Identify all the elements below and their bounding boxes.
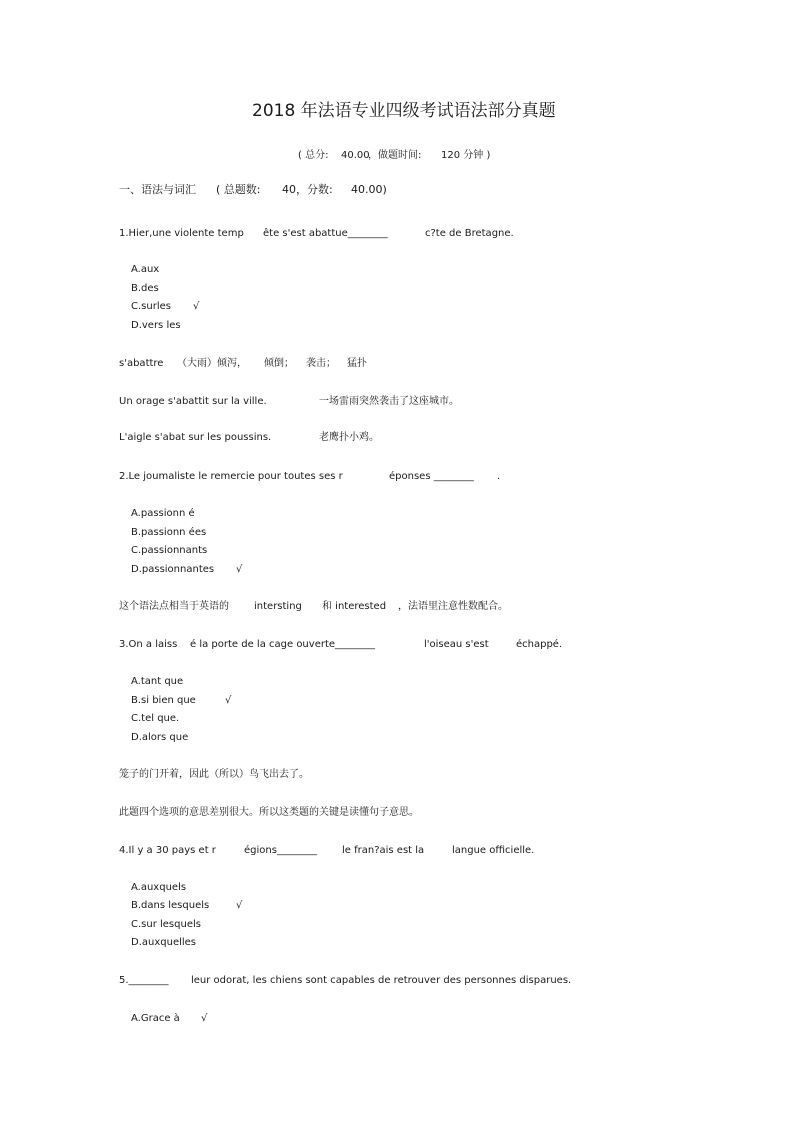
q2-answer-check: √ <box>236 564 243 575</box>
q3-note-2: 此题四个选项的意思差别很大。所以这类题的关键是读懂句子意思。 <box>119 807 419 818</box>
q2-note-a: 这个语法点相当于英语的 <box>119 601 229 612</box>
q2-note-b: intersting <box>254 601 302 612</box>
subtitle-total: 40.00 <box>341 150 370 161</box>
q1-option-c: C.surles <box>131 301 171 312</box>
q4-option-b: B.dans lesquels <box>131 900 210 911</box>
q1-answer-check: √ <box>193 301 200 312</box>
q2-option-c: C.passionnants <box>131 545 208 556</box>
section-score: 40.00) <box>351 183 387 196</box>
q1-stem-b: ête s'est abattue________ <box>263 228 388 239</box>
q3-stem-d: échappé. <box>516 639 563 650</box>
q3-note-1: 笼子的门开着，因此（所以）鸟飞出去了。 <box>119 769 309 780</box>
q3-stem-a: 3.On a laiss <box>119 639 178 650</box>
q3-answer-check: √ <box>225 695 232 706</box>
q5-stem-a: 5.________ <box>119 975 169 986</box>
subtitle-mid: ，做题时间: <box>368 150 422 161</box>
q3-stem-c: l'oiseau s'est <box>424 639 489 650</box>
q3-option-b: B.si bien que <box>131 695 196 706</box>
q1-option-a: A.aux <box>131 264 160 275</box>
q4-answer-check: √ <box>236 900 243 911</box>
subtitle-prefix: ( 总分: <box>298 150 329 161</box>
q1-note-word: s'abattre <box>119 358 164 369</box>
section-count: 40，分数: <box>282 183 333 196</box>
q1-example2-cn: 老鹰扑小鸡。 <box>319 432 379 443</box>
q3-option-c: C.tel que. <box>131 713 180 724</box>
q1-note-cn2: 倾倒； <box>264 358 294 369</box>
q1-option-b: B.des <box>131 283 159 294</box>
q2-option-d: D.passionnantes <box>131 564 215 575</box>
q2-option-b: B.passionn ées <box>131 527 207 538</box>
q2-note-d: ，法语里注意性数配合。 <box>398 601 508 612</box>
q4-option-d: D.auxquelles <box>131 937 197 948</box>
q2-stem-b: éponses ________ <box>389 471 474 482</box>
q4-stem-c: le fran?ais est la <box>342 845 425 856</box>
q5-option-a: A.Grace à <box>131 1013 180 1024</box>
q3-option-d: D.alors que <box>131 732 189 743</box>
q5-stem-b: leur odorat, les chiens sont capables de retrouver des personnes disparues. <box>191 975 572 986</box>
q4-stem-a: 4.Il y a 30 pays et r <box>119 845 216 856</box>
q1-note-cn4: 猛扑 <box>347 358 367 369</box>
q1-stem-c: c?te de Bretagne. <box>425 228 514 239</box>
q4-stem-b: égions________ <box>244 845 317 856</box>
q1-example2-fr: L'aigle s'abat sur les poussins. <box>119 432 272 443</box>
page-title: 2018 年法语专业四级考试语法部分真题 <box>252 101 556 121</box>
section-info: ( 总题数: <box>216 183 261 196</box>
q2-stem-a: 2.Le joumaliste le remercie pour toutes ses r <box>119 471 343 482</box>
q2-stem-c: . <box>497 471 501 482</box>
subtitle-time: 120 分钟 ) <box>441 150 491 161</box>
q1-note-cn: （大雨）倾泻， <box>177 358 247 369</box>
q4-stem-d: langue officielle. <box>452 845 535 856</box>
q4-option-a: A.auxquels <box>131 882 187 893</box>
q1-example1-fr: Un orage s'abattit sur la ville. <box>119 396 267 407</box>
q1-note-cn3: 袭击； <box>306 358 336 369</box>
q2-note-c: 和 interested <box>322 601 387 612</box>
q1-example1-cn: 一场雷雨突然袭击了这座城市。 <box>319 396 459 407</box>
q3-stem-b: é la porte de la cage ouverte________ <box>190 639 376 650</box>
q4-option-c: C.sur lesquels <box>131 919 201 930</box>
q5-answer-check: √ <box>201 1013 208 1024</box>
q1-stem-a: 1.Hier,une violente temp <box>119 228 244 239</box>
section-label: 一、语法与词汇 <box>119 183 196 196</box>
q2-option-a: A.passionn é <box>131 508 195 519</box>
q3-option-a: A.tant que <box>131 676 184 687</box>
q1-option-d: D.vers les <box>131 320 181 331</box>
